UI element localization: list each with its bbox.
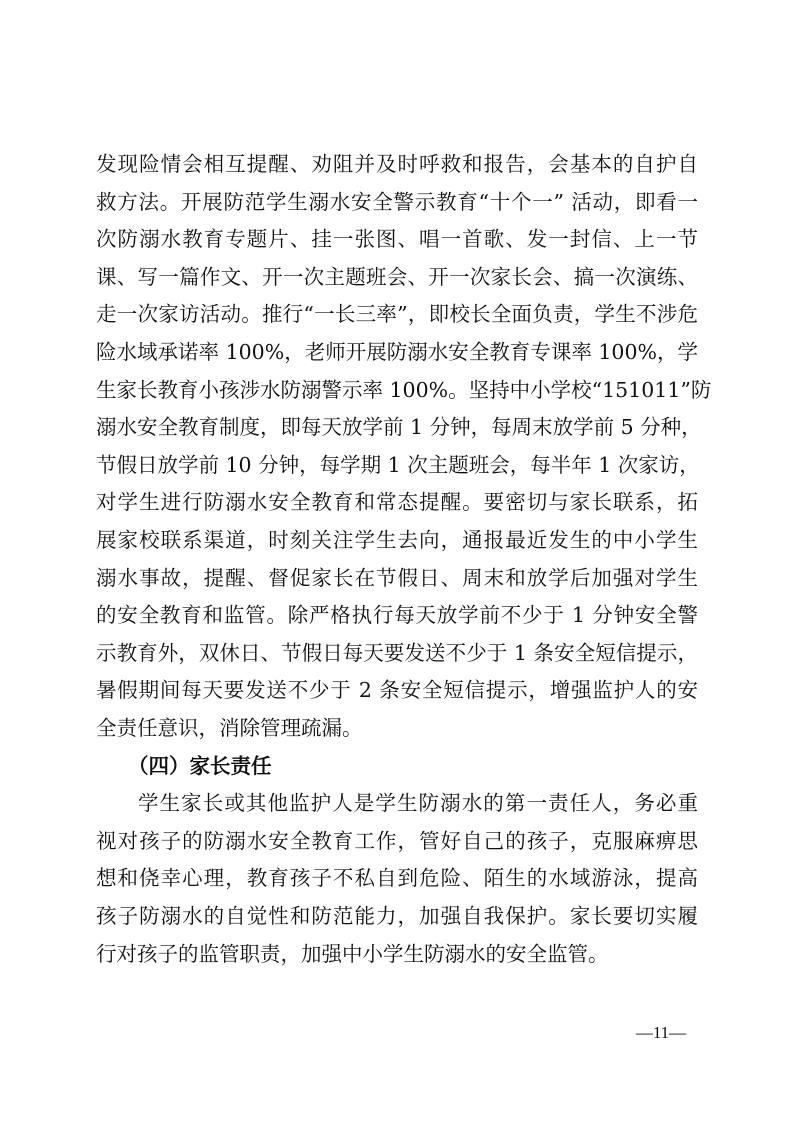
paragraph-line: 全责任意识，消除管理疏漏。 <box>96 716 363 740</box>
paragraph-line: 孩子防溺水的自觉性和防范能力，加强自我保护。家长要切实履 <box>96 904 698 928</box>
paragraph-line: 走一次家访活动。推行“一长三率”，即校长全面负责，学生不涉危 <box>96 302 698 327</box>
paragraph-line: 次防溺水教育专题片、挂一张图、唱一首歌、发一封信、上一节 <box>96 227 698 252</box>
paragraph-line: 险水域承诺率 100%，老师开展防溺水安全教育专课率 100%，学 <box>96 340 698 364</box>
paragraph-line: 溺水事故，提醒、督促家长在节假日、周末和放学后加强对学生 <box>96 565 698 590</box>
paragraph-line: 学生家长或其他监护人是学生防溺水的第一责任人，务必重 <box>138 791 698 816</box>
paragraph-line: 救方法。开展防范学生溺水安全警示教育“十个一” 活动，即看一 <box>96 189 698 214</box>
paragraph-line: 的安全教育和监管。除严格执行每天放学前不少于 1 分钟安全警 <box>96 603 698 628</box>
paragraph-line: 行对孩子的监管职责，加强中小学生防溺水的安全监管。 <box>96 941 609 966</box>
paragraph-line: 课、写一篇作文、开一次主题班会、开一次家长会、搞一次演练、 <box>96 264 698 289</box>
paragraph-line: 生家长教育小孩涉水防溺警示率 100%。坚持中小学校“151011”防 <box>96 377 712 402</box>
paragraph-line: 视对孩子的防溺水安全教育工作，管好自己的孩子，克服麻痹思 <box>96 828 698 853</box>
section-heading: （四）家长责任 <box>128 753 272 778</box>
page-number: —11— <box>635 1023 687 1042</box>
paragraph-line: 对学生进行防溺水安全教育和常态提醒。要密切与家长联系，拓 <box>96 490 698 515</box>
paragraph-line: 展家校联系渠道，时刻关注学生去向，通报最近发生的中小学生 <box>96 528 698 552</box>
paragraph-line: 示教育外，双休日、节假日每天要发送不少于 1 条安全短信提示， <box>96 640 698 665</box>
paragraph-line: 发现险情会相互提醒、劝阻并及时呼救和报告，会基本的自护自 <box>96 152 698 176</box>
paragraph-line: 节假日放学前 10 分钟，每学期 1 次主题班会，每半年 1 次家访， <box>96 452 700 477</box>
paragraph-line: 想和侥幸心理，教育孩子不私自到危险、陌生的水域游泳，提高 <box>96 866 698 891</box>
paragraph-line: 溺水安全教育制度，即每天放学前 1 分钟，每周末放学前 5 分种， <box>96 415 702 440</box>
paragraph-line: 暑假期间每天要发送不少于 2 条安全短信提示，增强监护人的安 <box>96 678 698 703</box>
